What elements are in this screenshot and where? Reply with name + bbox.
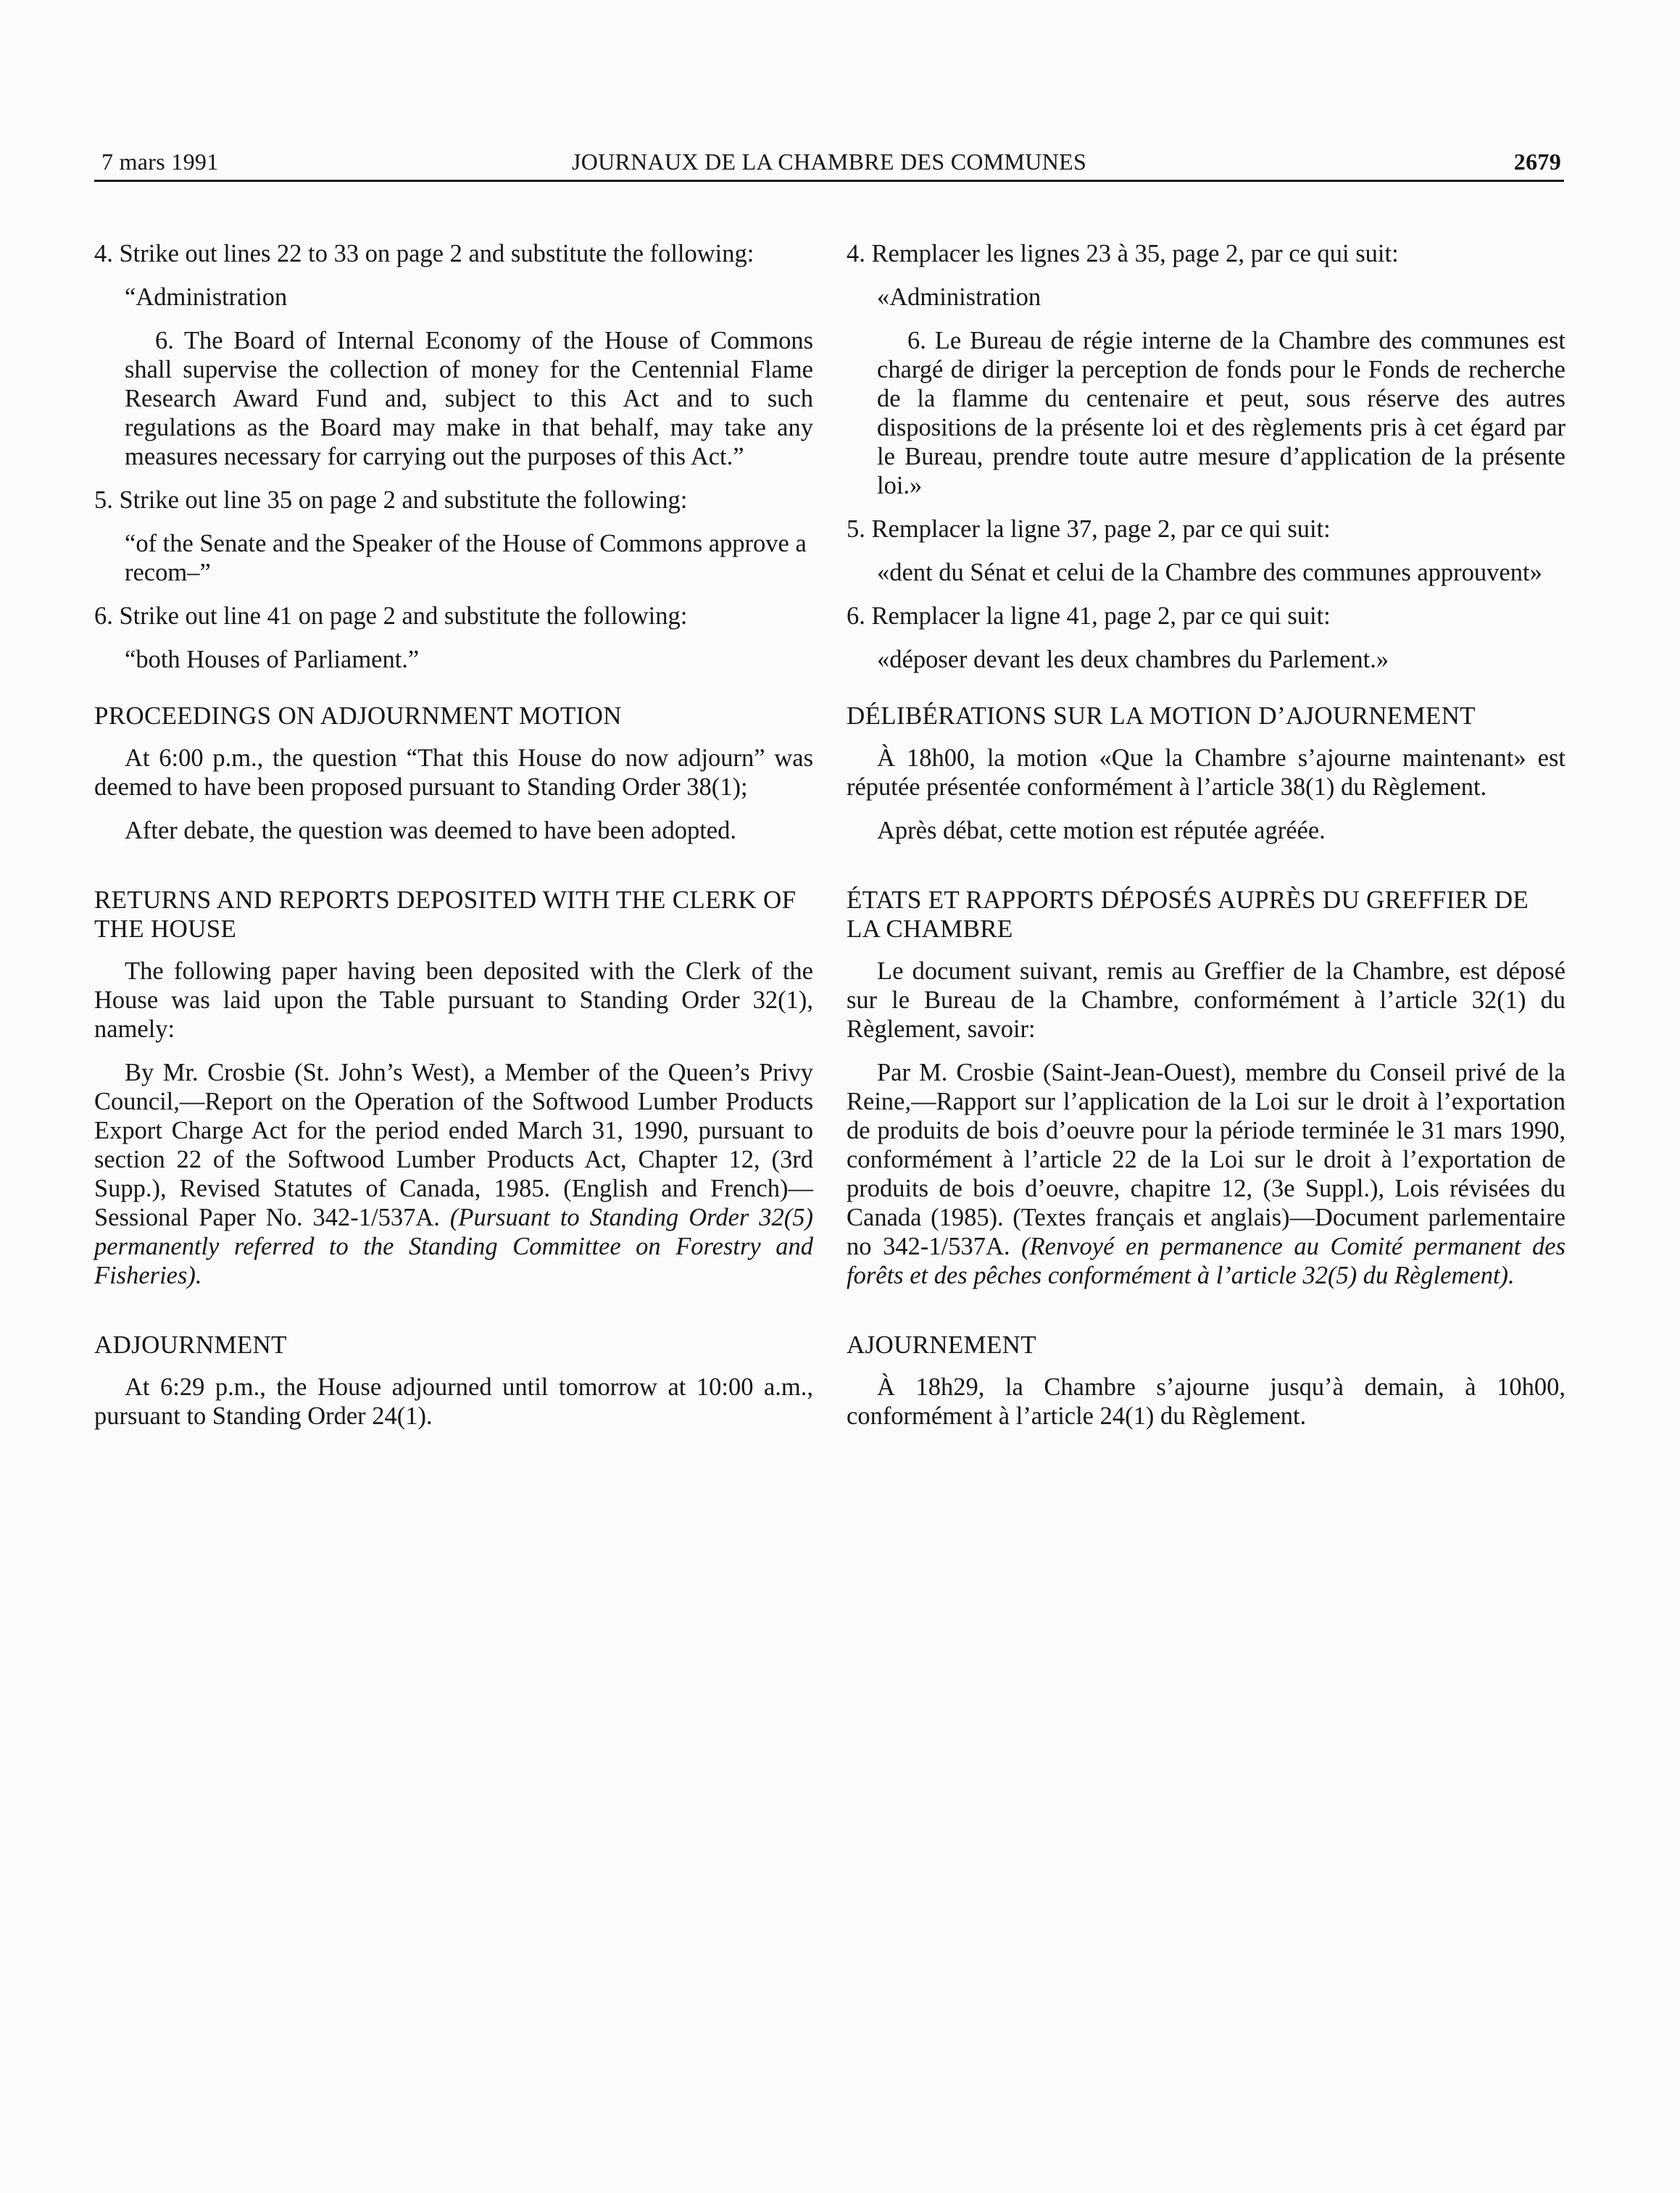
proceedings-paragraph: À 18h00, la motion «Que la Chambre s’ajourne maintenant» est réputée présentée conformément à l’article 38(1) du Règlement. xyxy=(847,744,1565,801)
adjournment-paragraph: At 6:29 p.m., the House adjourned until tomorrow at 10:00 a.m., pursuant to Standing Order 24(1). xyxy=(94,1373,813,1430)
amendment-item-4: 4. Strike out lines 22 to 33 on page 2 and substitute the following: xyxy=(94,240,754,267)
amendment-quote-6: «déposer devant les deux chambres du Parlement.» xyxy=(877,646,1389,673)
page-header xyxy=(94,145,1564,182)
returns-text: By Mr. Crosbie (St. John’s West), a Member of the Queen’s Privy Council,—Report on the Operation of the Softwood Lumber Products Export Charge Act for the period ended March 31, 1990, pursuant to section 22 of the Softwood Lumber Products Act, Chapter 12, (3rd Supp.), Revised Statutes of Canada, 1985. (English and French)—Sessional Paper No. 342-1/537A. xyxy=(94,1059,813,1231)
returns-paragraph xyxy=(847,1058,1565,1290)
proceedings-paragraph: Après débat, cette motion est réputée agréée. xyxy=(877,817,1326,844)
amendment-quote-5: «dent du Sénat et celui de la Chambre des communes approuvent» xyxy=(877,559,1542,586)
english-column xyxy=(94,239,813,1445)
adjournment-paragraph: À 18h29, la Chambre s’ajourne jusqu’à demain, à 10h00, conformément à l’article 24(1) du Règlement. xyxy=(847,1373,1565,1430)
section-heading-returns: ÉTATS ET RAPPORTS DÉPOSÉS AUPRÈS DU GREFFIER DE LA CHAMBRE xyxy=(847,886,1529,943)
proceedings-paragraph: After debate, the question was deemed to have been adopted. xyxy=(125,817,736,844)
returns-referral-text: (Pursuant to Standing Order 32(5) permanently referred to the Standing Committee on Forestry and Fisheries). xyxy=(94,1204,814,1289)
returns-text: Par M. Crosbie (Saint-Jean-Ouest), membre du Conseil privé de la Reine,—Rapport sur l’application de la Loi sur le droit à l’exportation de produits de bois d’oeuvre pour la période terminée le 31 mars 1990, conformément à l’article 22 de la Loi sur le droit à l’exportation de produits de bois d’oeuvre, chapitre 12, (3e Suppl.), Lois révisées du Canada (1985). (Textes français et anglais)—Document parlementaire no 342-1/537A. xyxy=(847,1059,1565,1260)
section-heading-proceedings: DÉLIBÉRATIONS SUR LA MOTION D’AJOURNEMENT xyxy=(847,702,1476,730)
section-heading-adjournment: ADJOURNMENT xyxy=(94,1331,287,1359)
amendment-quote-body: 6. Le Bureau de régie interne de la Chambre des communes est chargé de diriger la perception de fonds pour le Fonds de recherche de la flamme du centenaire et peut, sous réserve des autres dispositions de la présente loi et des règlements pris à cet égard par le Bureau, prendre toute autre mesure d’application de la présente loi.» xyxy=(877,327,1565,499)
returns-paragraph: The following paper having been deposited with the Clerk of the House was laid upon the Table pursuant to Standing Order 32(1), namely: xyxy=(94,957,813,1043)
amendment-quote-5: “of the Senate and the Speaker of the House of Commons approve a recom–” xyxy=(125,530,807,586)
french-column xyxy=(847,239,1565,1445)
proceedings-paragraph: At 6:00 p.m., the question “That this House do now adjourn” was deemed to have been proposed pursuant to Standing Order 38(1); xyxy=(94,744,813,801)
returns-paragraph xyxy=(94,1058,813,1290)
amendment-item-5: 5. Strike out line 35 on page 2 and substitute the following: xyxy=(94,486,688,514)
amendment-item-5: 5. Remplacer la ligne 37, page 2, par ce qui suit: xyxy=(847,515,1331,543)
amendment-item-4: 4. Remplacer les lignes 23 à 35, page 2, par ce qui suit: xyxy=(847,240,1399,267)
amendment-quote-title: “Administration xyxy=(125,283,288,311)
page-number: 2679 xyxy=(1513,149,1561,175)
section-heading-proceedings: PROCEEDINGS ON ADJOURNMENT MOTION xyxy=(94,702,622,730)
amendment-quote-title: «Administration xyxy=(877,283,1041,311)
amendment-item-6: 6. Remplacer la ligne 41, page 2, par ce qui suit: xyxy=(847,602,1331,630)
returns-referral-text: (Renvoyé en permanence au Comité permanent des forêts et des pêches conformément à l’article 32(5) du Règlement). xyxy=(847,1233,1565,1289)
section-heading-returns: RETURNS AND REPORTS DEPOSITED WITH THE CLERK OF THE HOUSE xyxy=(94,886,797,943)
section-heading-adjournment: AJOURNEMENT xyxy=(847,1331,1036,1359)
amendment-quote-6: “both Houses of Parliament.” xyxy=(125,646,420,673)
amendment-item-6: 6. Strike out line 41 on page 2 and substitute the following: xyxy=(94,602,688,630)
returns-paragraph: Le document suivant, remis au Greffier de la Chambre, est déposé sur le Bureau de la Chambre, conformément à l’article 32(1) du Règlement, savoir: xyxy=(847,957,1565,1043)
header-date: 7 mars 1991 xyxy=(101,149,219,175)
amendment-quote-body: 6. The Board of Internal Economy of the House of Commons shall supervise the collection of money for the Centennial Flame Research Award Fund and, subject to this Act and to such regulations as the Board may make in that behalf, may take any measures necessary for carrying out the purposes of this Act.” xyxy=(125,327,813,470)
header-title: JOURNAUX DE LA CHAMBRE DES COMMUNES xyxy=(571,149,1087,175)
